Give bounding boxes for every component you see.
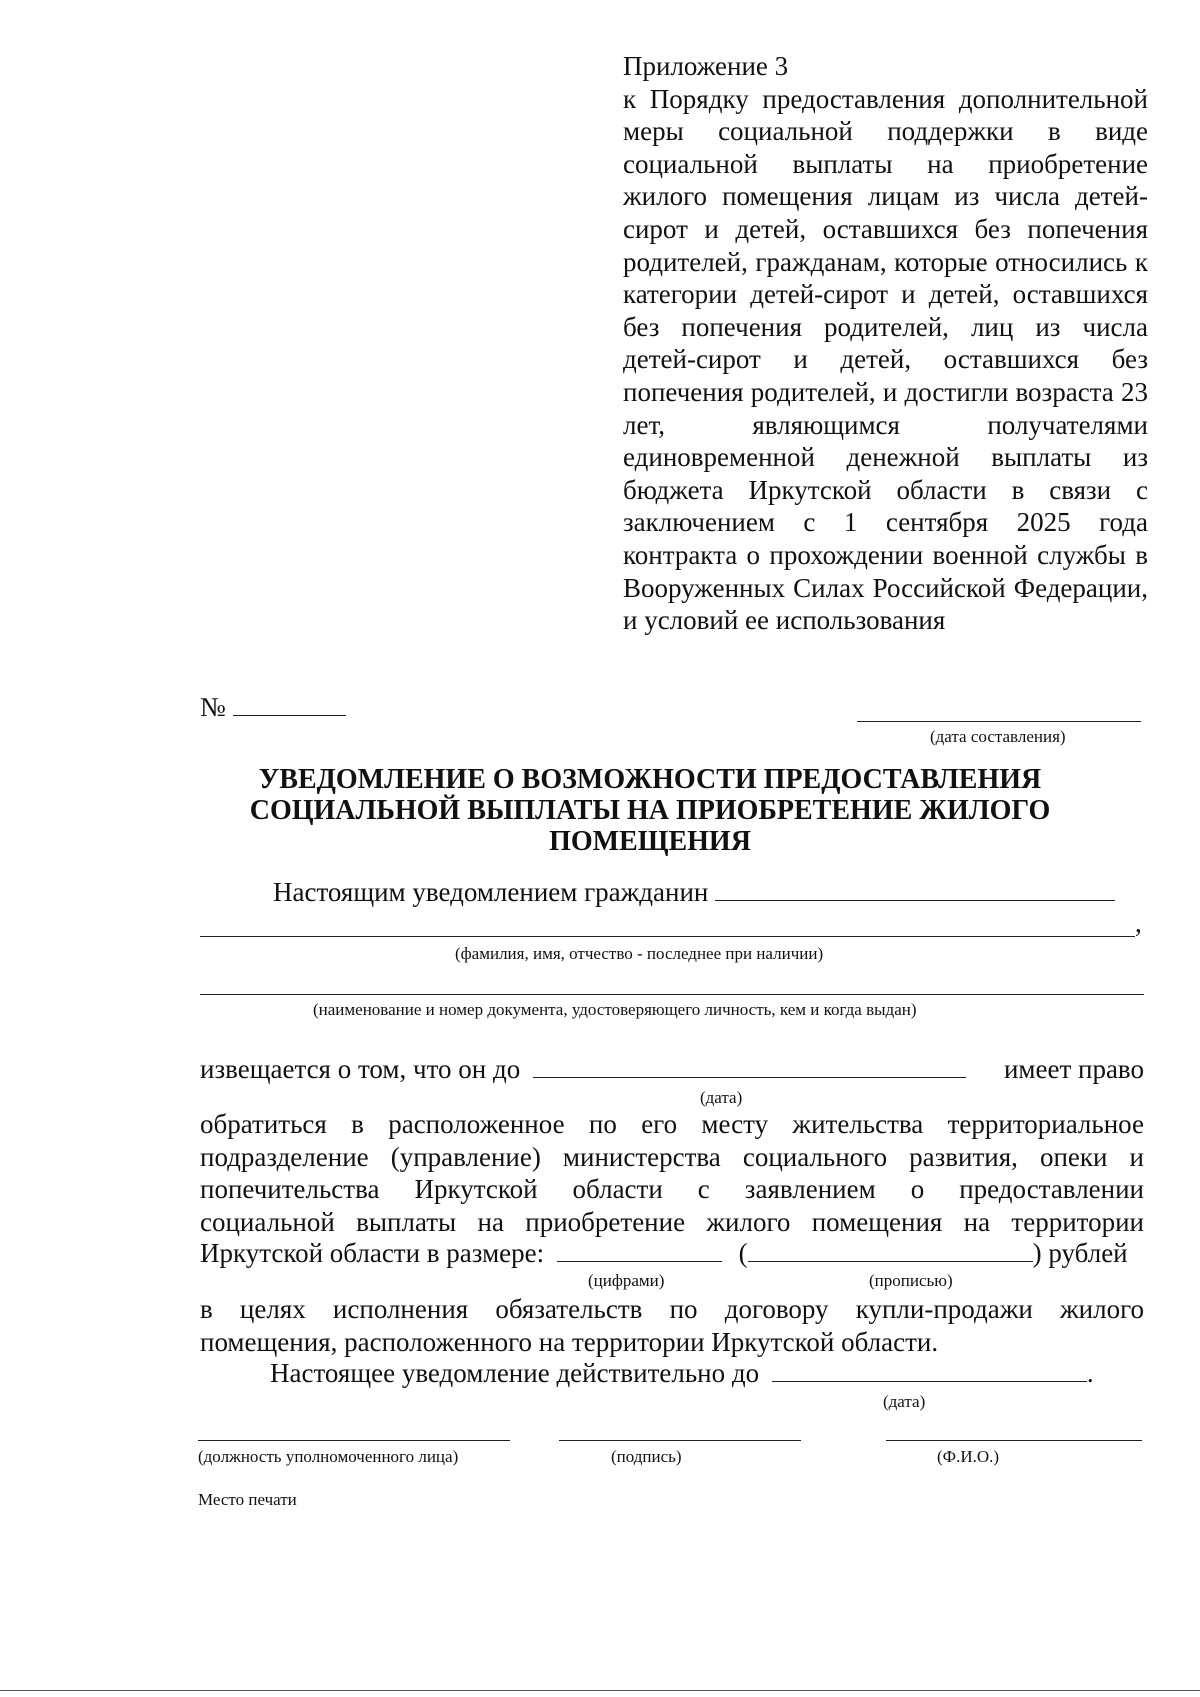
stamp-place: Место печати (198, 1490, 297, 1509)
name-blank[interactable] (886, 1420, 1142, 1441)
purpose-line-1: в целях исполнения обязательств по договору купли-продажи жилого (200, 1294, 1144, 1324)
compile-date-caption: (дата составления) (930, 727, 1066, 746)
amount-row (200, 1238, 1128, 1269)
number-field (200, 692, 346, 723)
body-line-2: подразделение (управление) министерства социального развития, опеки и (200, 1141, 1144, 1172)
amount-close-paren: ) рублей (1032, 1238, 1128, 1268)
amount-digits-caption: (цифрами) (588, 1271, 665, 1290)
citizen-name-blank-1[interactable] (715, 900, 1115, 901)
notified-row (200, 1054, 1144, 1085)
right-until-date-blank[interactable] (533, 1077, 966, 1078)
name-caption: (Ф.И.О.) (937, 1447, 1000, 1466)
position-blank[interactable] (198, 1420, 510, 1441)
valid-until-date-caption: (дата) (883, 1392, 926, 1411)
compile-date-blank[interactable] (857, 692, 1141, 722)
purpose-text (200, 1293, 1144, 1358)
body-line-3: попечительства Иркутской области с заявлением о предоставлении (200, 1174, 1144, 1204)
valid-until-row (270, 1358, 1094, 1389)
fio-caption: (фамилия, имя, отчество - последнее при наличии) (455, 944, 824, 963)
citizen-intro-row (273, 877, 1115, 908)
valid-until-text: Настоящее уведомление действительно до (270, 1358, 760, 1388)
title-line-2: СОЦИАЛЬНОЙ ВЫПЛАТЫ НА ПРИОБРЕТЕНИЕ ЖИЛОГО (249, 795, 1051, 826)
amount-digits-blank[interactable] (557, 1261, 722, 1262)
appendix-reference (623, 50, 1148, 637)
signature-blank[interactable] (559, 1420, 801, 1441)
notified-prefix: извещается о том, что он до (200, 1054, 521, 1084)
valid-until-period: . (1086, 1358, 1094, 1388)
valid-until-date-blank[interactable] (772, 1381, 1087, 1382)
document-title (200, 764, 1100, 857)
body-line-1: обратиться в расположенное по его месту жительства территориальное (200, 1109, 1144, 1139)
right-until-date-caption: (дата) (700, 1088, 743, 1107)
signature-caption: (подпись) (611, 1447, 682, 1466)
appendix-heading: Приложение 3 (623, 51, 789, 81)
citizen-intro-text: Настоящим уведомлением гражданин (273, 877, 709, 907)
identity-document-blank[interactable] (200, 968, 1144, 995)
notified-suffix: имеет право (1003, 1054, 1144, 1084)
amount-words-blank[interactable] (748, 1261, 1033, 1262)
appendix-text: к Порядку предоставления дополнительной меры социальной поддержки в виде социальной выплаты на приобретение жилого помещения лицам из числа детей-сирот и детей, оставшихся без попечения родителей, гражданам, которые относились к категории детей-сирот и детей, оставшихся без попечения родителей, лиц из числа детей-сирот и детей, оставшихся без попечения родителей, и достигли возраста 23 лет, являющимся получателями единовременной денежной выплаты из бюджета Иркутской области в связи с заключением с 1 сентября 2025 года контракта о прохождении военной службы в Вооруженных Силах Российской Федерации, и условий ее использования (623, 83, 1148, 636)
amount-open-paren: ( (738, 1238, 748, 1268)
rights-body-text (200, 1108, 1144, 1238)
number-blank[interactable] (233, 715, 346, 716)
purpose-line-2: помещения, расположенного на территории Иркутской области. (200, 1326, 939, 1357)
body-line-4: социальной выплаты на приобретение жилого помещения на территории (200, 1206, 1144, 1237)
number-sign: № (200, 692, 226, 722)
citizen-name-comma: , (1135, 908, 1142, 938)
identity-document-caption: (наименование и номер документа, удостоверяющего личность, кем и когда выдан) (313, 1000, 917, 1019)
title-line-1: УВЕДОМЛЕНИЕ О ВОЗМОЖНОСТИ ПРЕДОСТАВЛЕНИЯ (258, 764, 1042, 795)
amount-words-caption: (прописью) (869, 1271, 953, 1290)
position-caption: (должность уполномоченного лица) (198, 1447, 459, 1466)
title-line-3: ПОМЕЩЕНИЯ (549, 826, 751, 857)
amount-prefix: Иркутской области в размере: (200, 1238, 545, 1268)
page-bottom-rule (0, 1690, 1200, 1691)
citizen-name-blank-2[interactable] (200, 912, 1135, 937)
